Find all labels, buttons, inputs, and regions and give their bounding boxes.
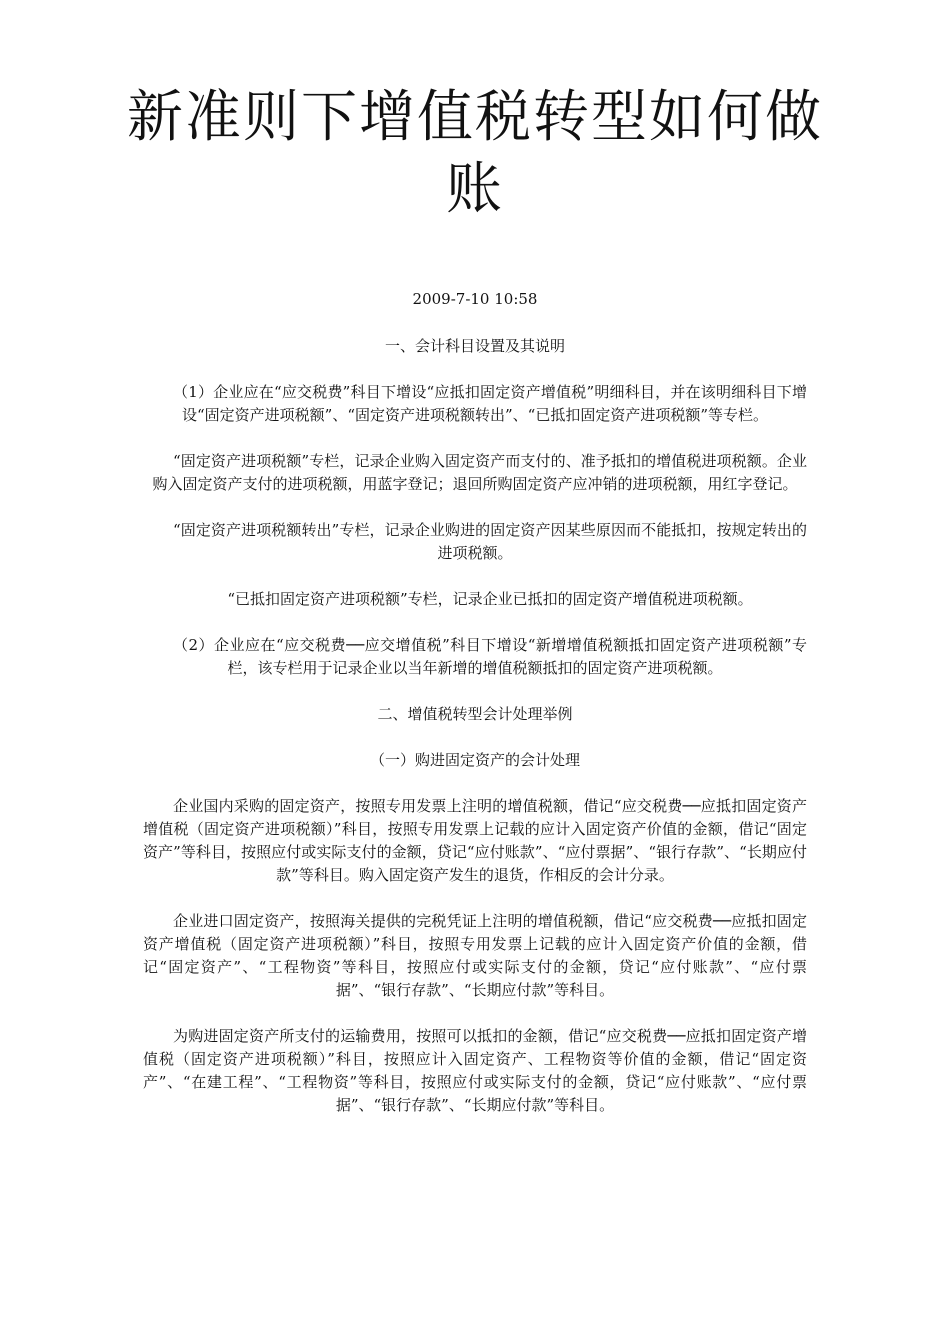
body-paragraph: 企业国内采购的固定资产，按照专用发票上注明的增值税额，借记“应交税费──应抵扣固定资产增值税（固定资产进项税额）”科目，按照专用发票上记载的应计入固定资产价值的金额，借记“固定资产”等科目，按照应付或实际支付的金额，贷记“应付账款”、“应付票据”、“银行存款”、“长期应付款”等科目。购入固定资产发生的退货，作相反的会计分录。	[143, 797, 807, 884]
section-heading: 二、增值税转型会计处理举例	[377, 705, 573, 723]
body-paragraph: （1）企业应在“应交税费”科目下增设“应抵扣固定资产增值税”明细科目，并在该明细科目下增设“固定资产进项税额”、“固定资产进项税额转出”、“已抵扣固定资产进项税额”等专栏。	[173, 383, 807, 424]
body-paragraph: 企业进口固定资产，按照海关提供的完税凭证上注明的增值税额，借记“应交税费──应抵扣固定资产增值税（固定资产进项税额）”科目，按照专用发票上记载的应计入固定资产价值的金额，借记“固定资产”、“工程物资”等科目，按照应付或实际支付的金额，贷记“应付账款”、“应付票据”、“银行存款”、“长期应付款”等科目。	[143, 912, 807, 999]
document-body	[143, 288, 807, 1140]
publish-date: 2009-7-10 10:58	[412, 290, 538, 308]
section-heading: 一、会计科目设置及其说明	[384, 337, 565, 355]
subsection-heading: （一）购进固定资产的会计处理	[369, 751, 580, 769]
body-paragraph: 为购进固定资产所支付的运输费用，按照可以抵扣的金额，借记“应交税费──应抵扣固定资产增值税（固定资产进项税额）”科目，按照应计入固定资产、工程物资等价值的金额，借记“固定资产”、“在建工程”、“工程物资”等科目，按照应付或实际支付的金额，贷记“应付账款”、“应付票据”、“银行存款”、“长期应付款”等科目。	[143, 1027, 807, 1114]
body-paragraph: “固定资产进项税额转出”专栏，记录企业购进的固定资产因某些原因而不能抵扣，按规定转出的进项税额。	[173, 521, 807, 562]
body-paragraph: “已抵扣固定资产进项税额”专栏，记录企业已抵扣的固定资产增值税进项税额。	[227, 590, 753, 608]
body-paragraph: （2）企业应在“应交税费──应交增值税”科目下增设“新增增值税额抵扣固定资产进项税额”专栏，该专栏用于记录企业以当年新增的增值税额抵扣的固定资产进项税额。	[173, 636, 807, 677]
document-title: 新准则下增值税转型如何做账	[127, 85, 823, 222]
body-paragraph: “固定资产进项税额”专栏，记录企业购入固定资产而支付的、准予抵扣的增值税进项税额。企业购入固定资产支付的进项税额，用蓝字登记；退回所购固定资产应冲销的进项税额，用红字登记。	[152, 452, 807, 493]
